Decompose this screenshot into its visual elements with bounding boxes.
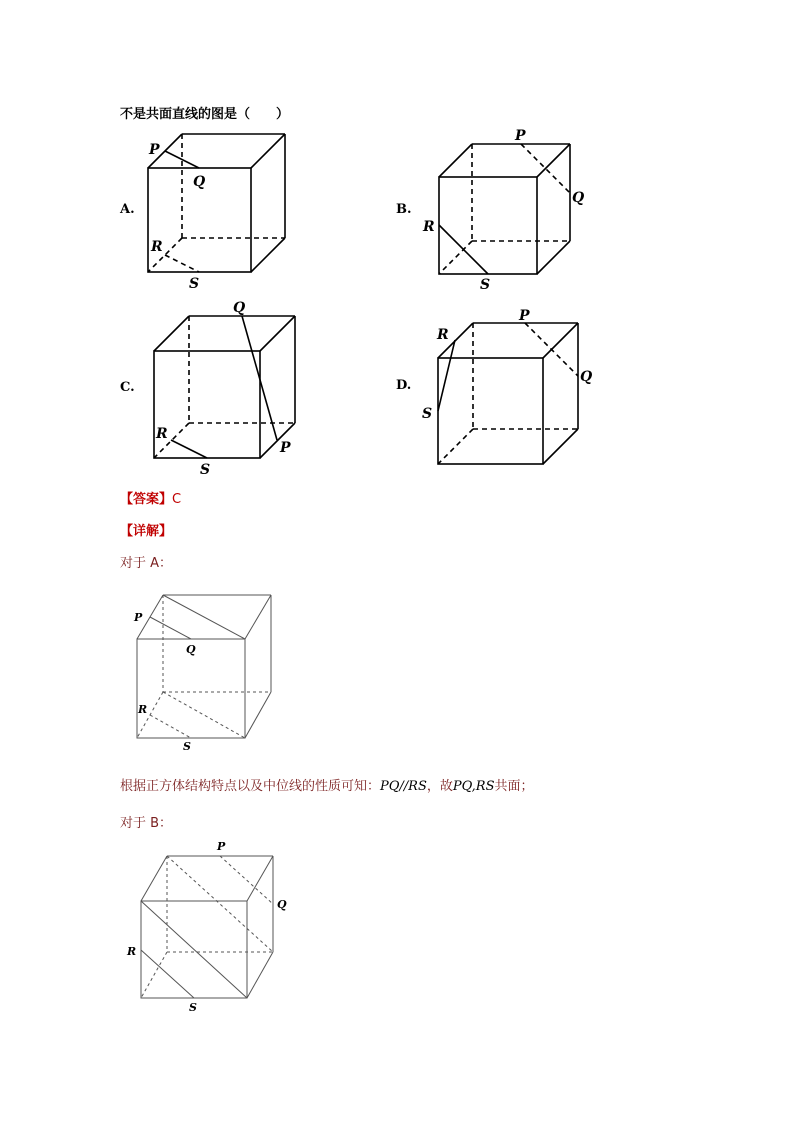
point-label-r: R	[423, 219, 435, 235]
point-label-s: S	[189, 1001, 197, 1014]
point-label-q: Q	[580, 369, 593, 385]
a-text-before: 根据正方体结构特点以及中位线的性质可知：	[120, 779, 381, 794]
point-label-r: R	[151, 239, 163, 255]
option-b-label: B.	[396, 202, 412, 217]
point-label-s: S	[200, 462, 211, 478]
point-label-s: S	[183, 740, 191, 753]
explanation-tag: 【详解】	[120, 524, 173, 539]
explanation-a-sentence	[120, 775, 534, 794]
a-math-lines: PQ,RS	[452, 779, 495, 794]
point-label-p: P	[134, 611, 143, 624]
point-label-p: P	[217, 840, 226, 853]
question-title: 不是共面直线的图是（ ）	[120, 107, 290, 122]
point-label-q: Q	[277, 898, 287, 911]
point-label-q: Q	[233, 300, 246, 316]
point-label-q: Q	[186, 643, 196, 656]
explanation-figure-a	[137, 595, 271, 738]
point-label-r: R	[127, 945, 137, 958]
option-c-label: C.	[120, 380, 135, 395]
point-label-r: R	[138, 703, 148, 716]
point-label-q: Q	[572, 190, 585, 206]
point-label-r: R	[437, 327, 449, 343]
point-label-s: S	[189, 276, 200, 292]
explanation-figure-b	[141, 856, 273, 998]
point-label-p: P	[149, 142, 160, 158]
point-label-r: R	[156, 426, 168, 442]
point-label-s: S	[422, 406, 433, 422]
point-label-p: P	[280, 440, 291, 456]
option-a-label: A.	[120, 202, 135, 217]
answer-value: C	[172, 492, 182, 507]
option-d-label: D.	[396, 378, 412, 393]
cube-figure-b	[439, 144, 570, 274]
cube-figure-a	[148, 134, 285, 272]
point-label-p: P	[519, 308, 530, 324]
explanation-for-b: 对于 B：	[120, 816, 173, 831]
point-label-s: S	[480, 277, 491, 293]
a-math-parallel: PQ//RS	[380, 779, 427, 794]
cube-figure-c	[154, 316, 295, 458]
answer-line	[120, 488, 181, 507]
answer-tag: 【答案】	[120, 492, 173, 507]
explanation-tag-line	[120, 520, 172, 539]
point-label-q: Q	[193, 174, 206, 190]
point-label-p: P	[515, 128, 526, 144]
explanation-for-a: 对于 A：	[120, 556, 173, 571]
a-text-after: 共面；	[494, 779, 534, 794]
cube-figure-d	[438, 323, 578, 464]
a-text-middle: ，故	[426, 779, 453, 794]
